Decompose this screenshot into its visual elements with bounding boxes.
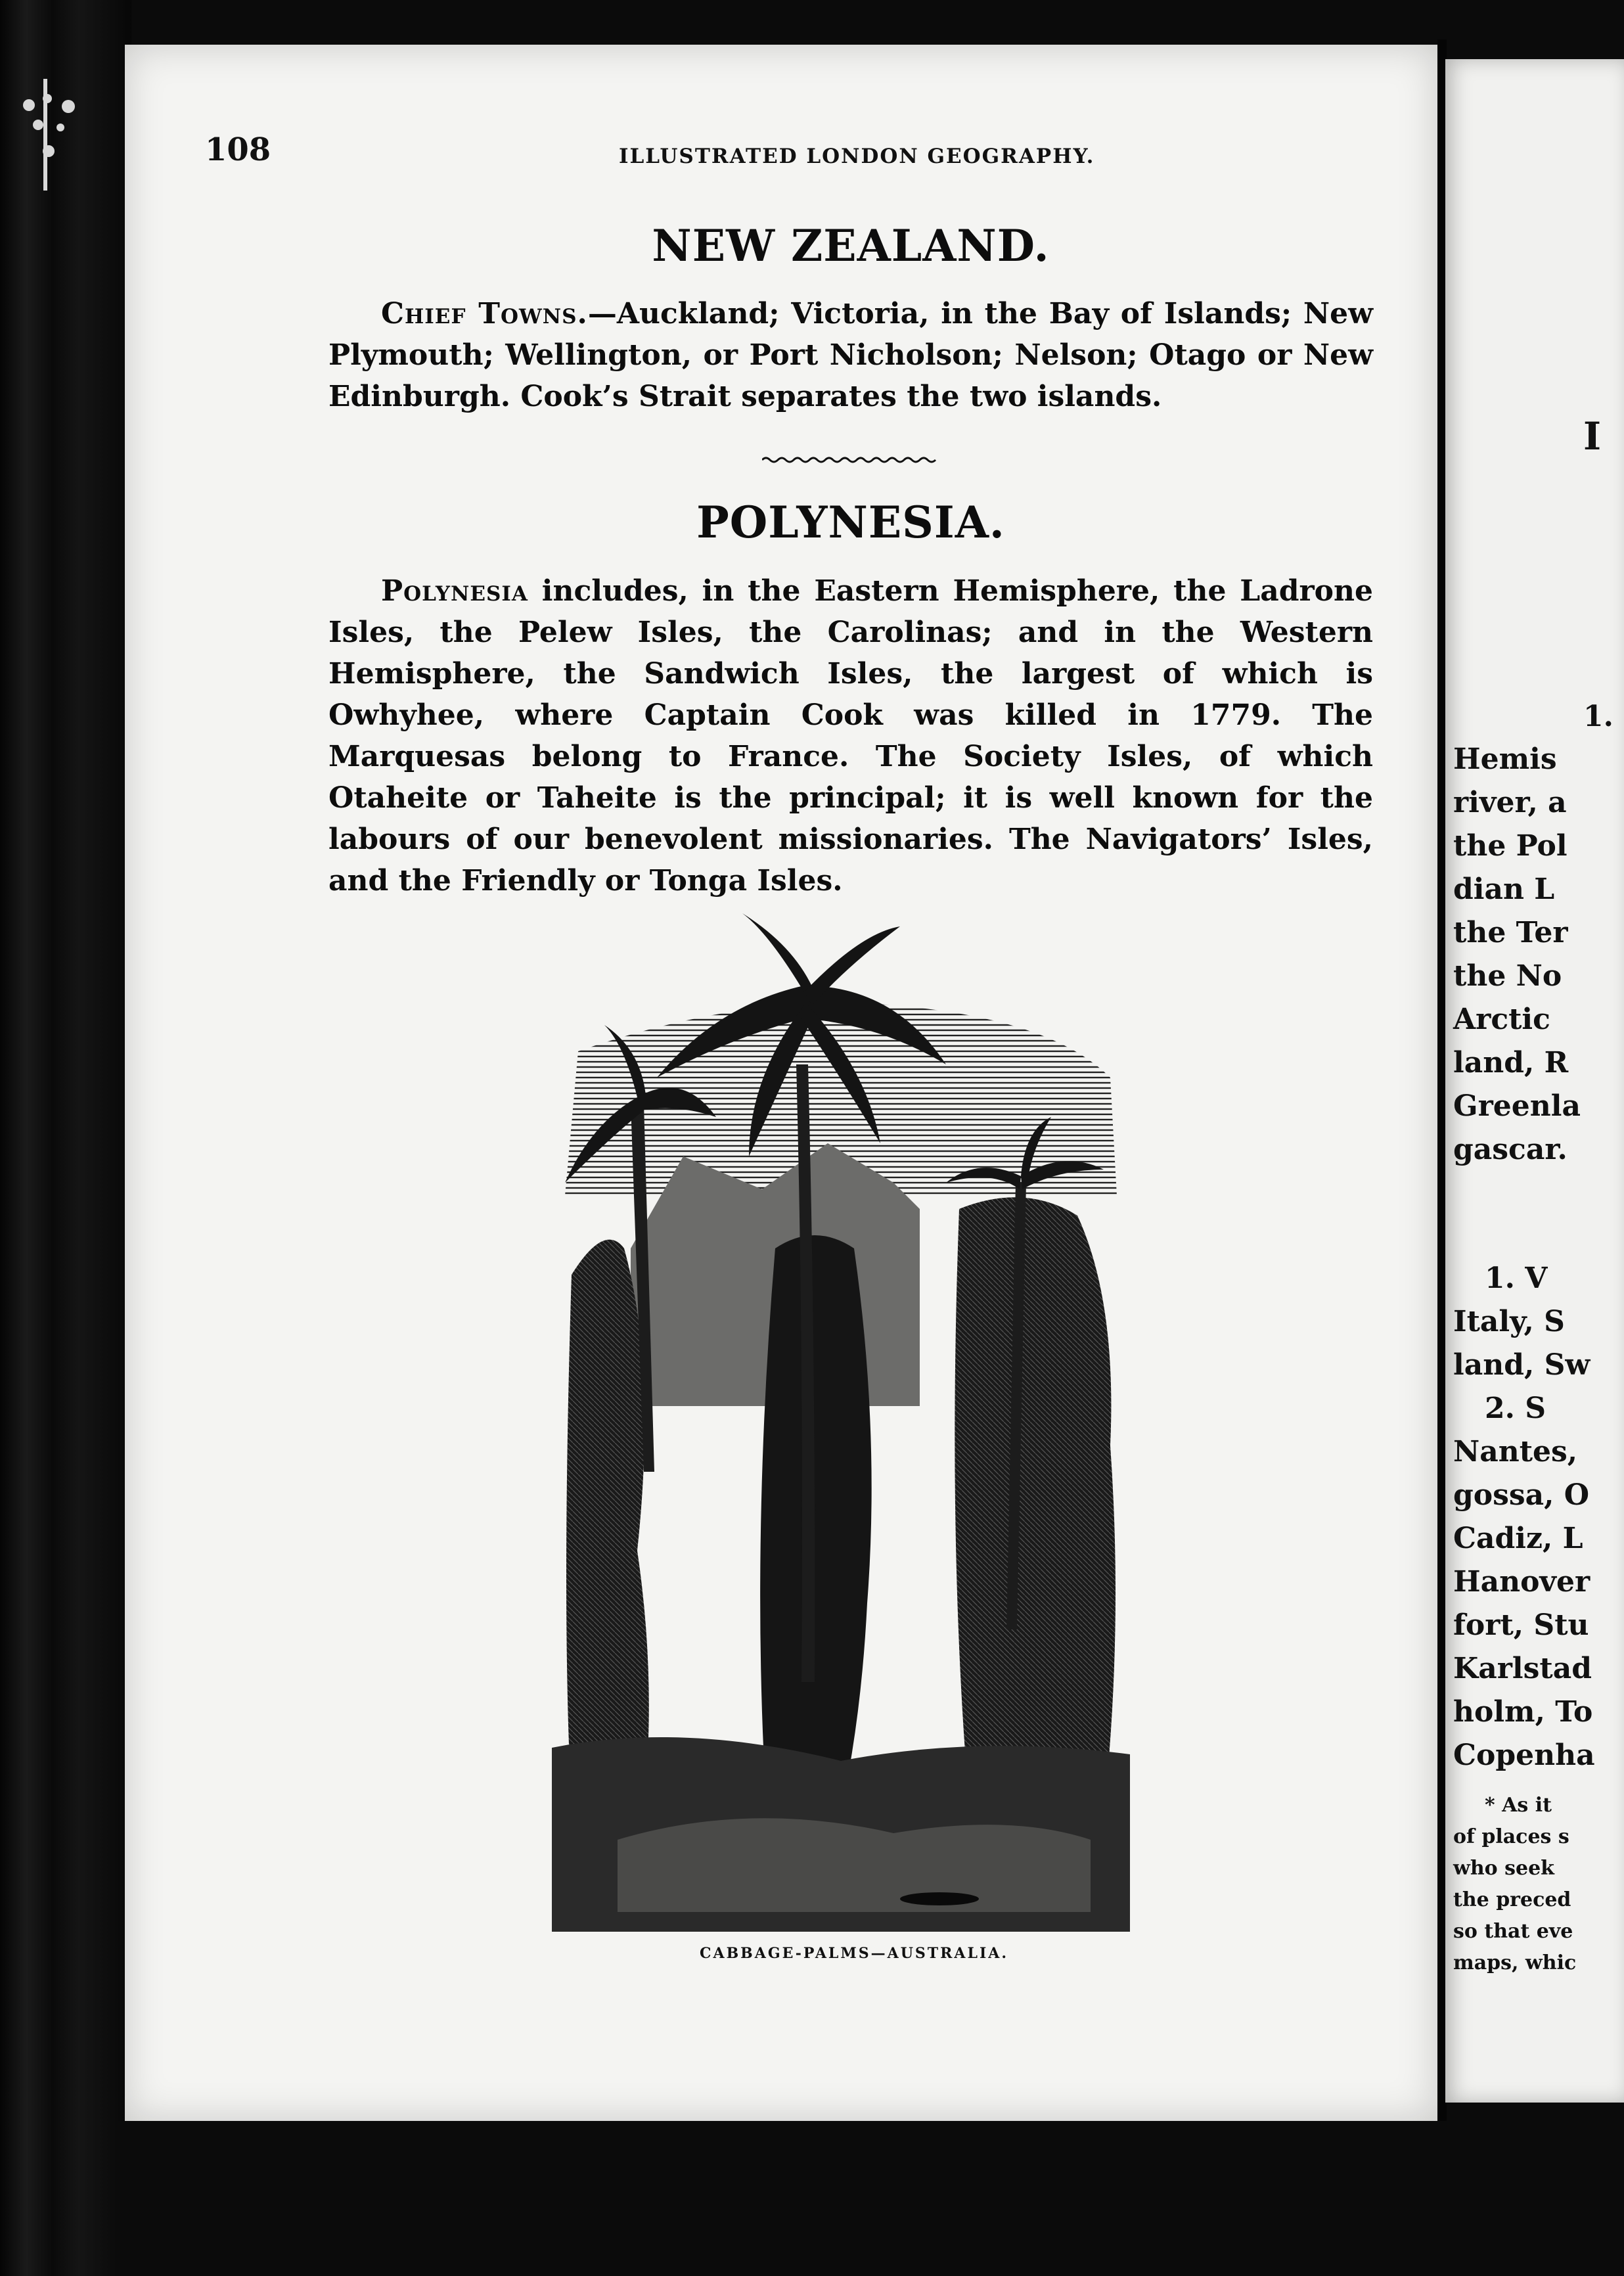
right-page-line: Hanover bbox=[1453, 1565, 1590, 1599]
right-page-footnote-line: * As it bbox=[1485, 1794, 1552, 1817]
cabbage-palms-engraving bbox=[552, 907, 1130, 1932]
paragraph-lead: Polynesia bbox=[381, 574, 528, 608]
right-page-line: 2. S bbox=[1485, 1392, 1546, 1425]
paragraph-text: —Auckland; Victoria, in the Bay of Islands; New Plymouth; Wellington, or Port Nicholson; Nelson; Otago or New Edinburgh. Cook’s Strait separates the two islands. bbox=[328, 297, 1373, 413]
right-page-line: Arctic bbox=[1453, 1003, 1550, 1036]
paragraph-lead: Chief Towns. bbox=[381, 297, 588, 330]
right-page-line: gascar. bbox=[1453, 1133, 1568, 1166]
right-page-footnote-line: the preced bbox=[1453, 1888, 1571, 1911]
right-page-line: 1. bbox=[1583, 700, 1613, 733]
right-page-line: the Ter bbox=[1453, 916, 1568, 949]
right-page-line: Hemis bbox=[1453, 742, 1557, 776]
paragraph-text: includes, in the Eastern Hemisphere, the Ladrone Isles, the Pelew Isles, the Carolinas; and in the Western Hemisphere, the Sandwich Isles, the largest of which is Owhyhee, where Captain Cook was killed in 1779. The Marquesas belong to France. The Society Isles, of which Otaheite or Taheite is the principal; it is well known for the labours of our benevolent missionaries. The Navigators’ Isles, and the Friendly or Tonga Isles. bbox=[328, 574, 1373, 898]
right-page-line: Greenla bbox=[1453, 1089, 1581, 1123]
spine-ornament-icon bbox=[9, 79, 88, 191]
right-page-line: Cadiz, L bbox=[1453, 1522, 1583, 1555]
section-heading-new-zealand: NEW ZEALAND. bbox=[652, 220, 1050, 271]
running-title: ILLUSTRATED LONDON GEOGRAPHY. bbox=[619, 145, 1095, 168]
polynesia-paragraph bbox=[328, 570, 1373, 901]
right-page-line: the No bbox=[1453, 959, 1562, 993]
right-page-line: gossa, O bbox=[1453, 1478, 1590, 1512]
page-number: 108 bbox=[205, 131, 271, 168]
right-page-line: Italy, S bbox=[1453, 1305, 1565, 1338]
right-page-line: 1. V bbox=[1485, 1262, 1548, 1295]
book-spine bbox=[0, 0, 131, 2276]
new-zealand-paragraph bbox=[328, 293, 1373, 417]
right-page-line: river, a bbox=[1453, 786, 1567, 819]
right-page-line: Nantes, bbox=[1453, 1435, 1578, 1468]
right-page bbox=[1445, 59, 1624, 2103]
right-page-line: Copenha bbox=[1453, 1739, 1595, 1772]
right-page-heading-fragment: I bbox=[1583, 414, 1602, 459]
right-page-footnote-line: who seek bbox=[1453, 1857, 1554, 1880]
right-page-footnote-line: maps, whic bbox=[1453, 1951, 1577, 1974]
page-header bbox=[205, 131, 1381, 177]
right-page-line: dian L bbox=[1453, 873, 1555, 906]
right-page-line: land, Sw bbox=[1453, 1348, 1590, 1382]
right-page-footnote-line: of places s bbox=[1453, 1825, 1569, 1848]
section-divider-rule bbox=[762, 453, 939, 467]
right-page-line: holm, To bbox=[1453, 1695, 1593, 1729]
right-page-line: Karlstad bbox=[1453, 1652, 1592, 1685]
figure-caption: CABBAGE-PALMS—AUSTRALIA. bbox=[699, 1945, 1008, 1962]
right-page-line: land, R bbox=[1453, 1046, 1569, 1080]
right-page-footnote-line: so that eve bbox=[1453, 1920, 1573, 1943]
scan-border bbox=[118, 2121, 1624, 2276]
right-page-line: fort, Stu bbox=[1453, 1608, 1589, 1642]
section-heading-polynesia: POLYNESIA. bbox=[696, 497, 1005, 548]
right-page-line: the Pol bbox=[1453, 829, 1568, 863]
